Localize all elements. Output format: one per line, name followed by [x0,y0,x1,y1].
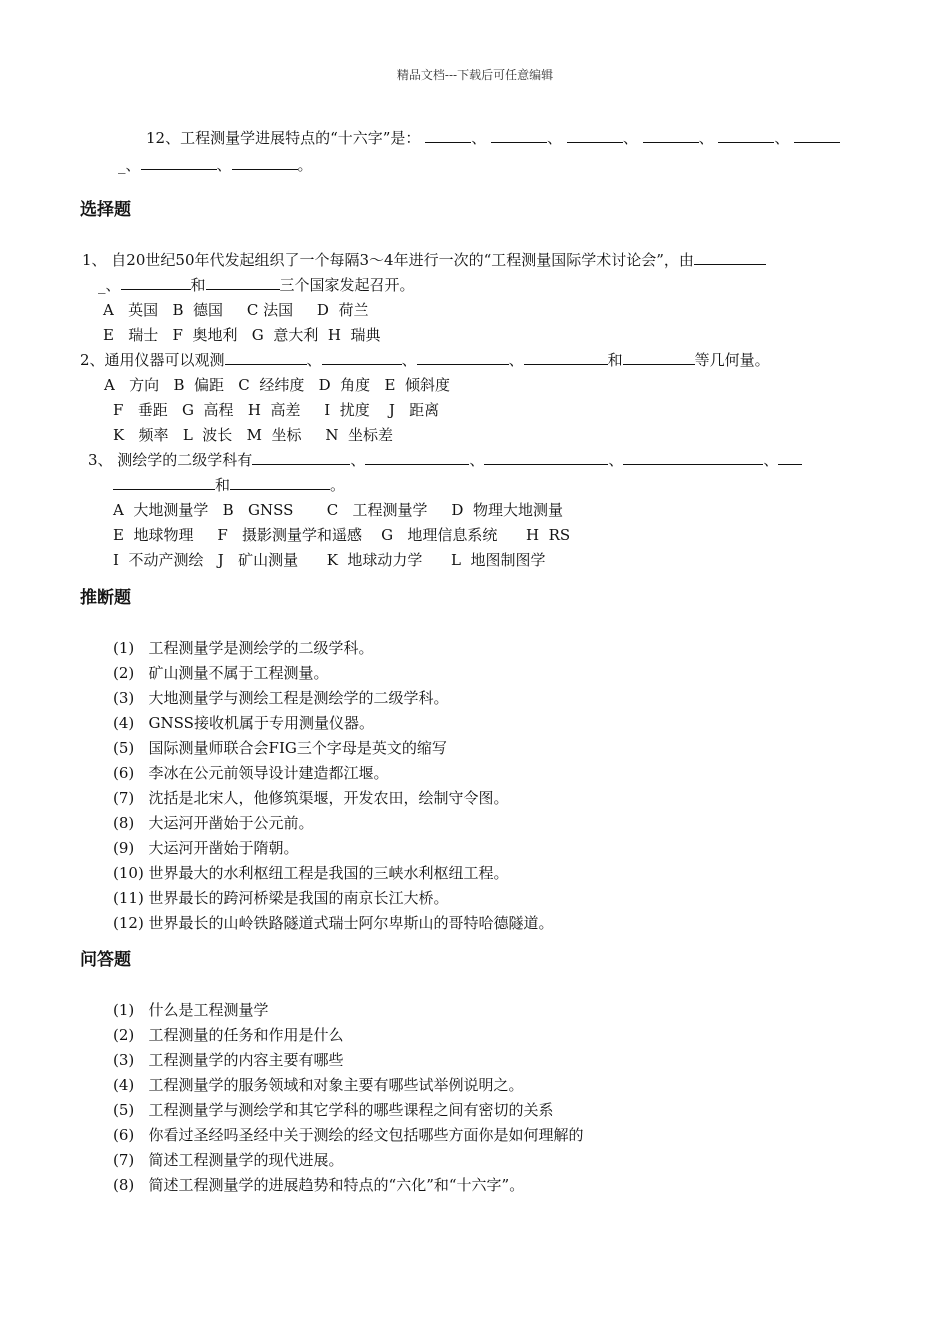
qa-heading: 问答题 [80,950,131,970]
blank [230,475,330,490]
judgment-item: (2) 矿山测量不属于工程测量。 [113,664,329,682]
blank [141,155,217,170]
blank [567,128,623,143]
blank [524,350,608,365]
qa-item: (6) 你看过圣经吗圣经中关于测绘的经文包括哪些方面你是如何理解的 [113,1126,584,1144]
blank [778,450,802,465]
page-header: 精品文档---下载后可任意编辑 [396,68,554,82]
judgment-item: (10) 世界最大的水利枢纽工程是我国的三峡水利枢纽工程。 [113,864,509,882]
choice-q3-line1: 3、 测绘学的二级学科有 、 、 、 、 [88,450,802,470]
choice-q1-options-row2: E 瑞士 F 奥地利 G 意大利 H 瑞典 [103,326,381,344]
judgment-item: (8) 大运河开凿始于公元前。 [113,814,314,832]
choice-q2-options-row1: A 方向 B 偏距 C 经纬度 D 角度 E 倾斜度 [104,376,450,394]
choice-q2-options-row2: F 垂距 G 高程 H 高差 I 扰度 J 距离 [113,401,440,419]
judgment-item: (6) 李冰在公元前领导设计建造都江堰。 [113,764,389,782]
blank [491,128,547,143]
judgment-item: (3) 大地测量学与测绘工程是测绘学的二级学科。 [113,689,449,707]
judgment-item: (9) 大运河开凿始于隋朝。 [113,839,299,857]
judgment-heading: 推断题 [80,588,131,608]
choice-q3-line2: 和 。 [113,475,345,495]
judgment-item: (7) 沈括是北宋人，他修筑渠堰，开发农田，绘制守令图。 [113,789,509,807]
choice-q2-line1: 2、通用仪器可以观测 、 、 、 和 等几何量。 [80,351,770,369]
judgment-item: (4) GNSS接收机属于专用测量仪器。 [113,714,374,732]
blank [322,350,402,365]
choice-q3-options-row2: E 地球物理 F 摄影测量学和遥感 G 地理信息系统 H RS [113,526,571,544]
qa-item: (5) 工程测量学与测绘学和其它学科的哪些课程之间有密切的关系 [113,1101,554,1119]
qa-item: (1) 什么是工程测量学 [113,1001,269,1019]
choice-heading: 选择题 [80,200,131,220]
judgment-item: (1) 工程测量学是测绘学的二级学科。 [113,639,374,657]
judgment-item: (12) 世界最长的山岭铁路隧道式瑞士阿尔卑斯山的哥特哈德隧道。 [113,914,554,932]
blank [206,275,280,290]
blank [252,450,350,465]
blank [425,128,471,143]
choice-q2-options-row3: K 频率 L 波长 M 坐标 N 坐标差 [113,426,394,444]
judgment-item: (11) 世界最长的跨河桥梁是我国的南京长江大桥。 [113,889,449,907]
blank [623,350,695,365]
blank [623,450,763,465]
choice-q3-options-row1: A 大地测量学 B GNSS C 工程测量学 D 物理大地测量 [113,501,563,519]
choice-q3-options-row3: I 不动产测绘 J 矿山测量 K 地球动力学 L 地图制图学 [113,551,546,569]
blank [643,128,699,143]
blank [121,275,191,290]
question-12-line2: _、 、 。 [118,156,313,174]
question-12-line1: 12、工程测量学进展特点的“十六字”是： 、 、 、 、 、 [146,128,840,148]
choice-q1-options-row1: A 英国 B 德国 C 法国 D 荷兰 [103,301,369,319]
qa-item: (4) 工程测量学的服务领域和对象主要有哪些试举例说明之。 [113,1076,524,1094]
blank [232,155,298,170]
choice-q1-line2: _、 和 三个国家发起召开。 [98,276,415,294]
qa-item: (7) 简述工程测量学的现代进展。 [113,1151,344,1169]
qa-item: (2) 工程测量的任务和作用是什么 [113,1026,344,1044]
judgment-item: (5) 国际测量师联合会FIG三个字母是英文的缩写 [113,739,447,757]
blank [794,128,840,143]
question-12-text: 12、工程测量学进展特点的“十六字”是： [146,129,421,147]
blank [417,350,509,365]
blank [718,128,774,143]
blank [484,450,608,465]
blank [365,450,469,465]
qa-item: (8) 简述工程测量学的进展趋势和特点的“六化”和“十六字”。 [113,1176,525,1194]
blank [694,250,766,265]
blank [225,350,307,365]
blank [113,475,215,490]
qa-item: (3) 工程测量学的内容主要有哪些 [113,1051,344,1069]
choice-q1-line1: 1、 自20世纪50年代发起组织了一个每隔3～4年进行一次的“工程测量国际学术讨论会”，由 [82,250,766,270]
